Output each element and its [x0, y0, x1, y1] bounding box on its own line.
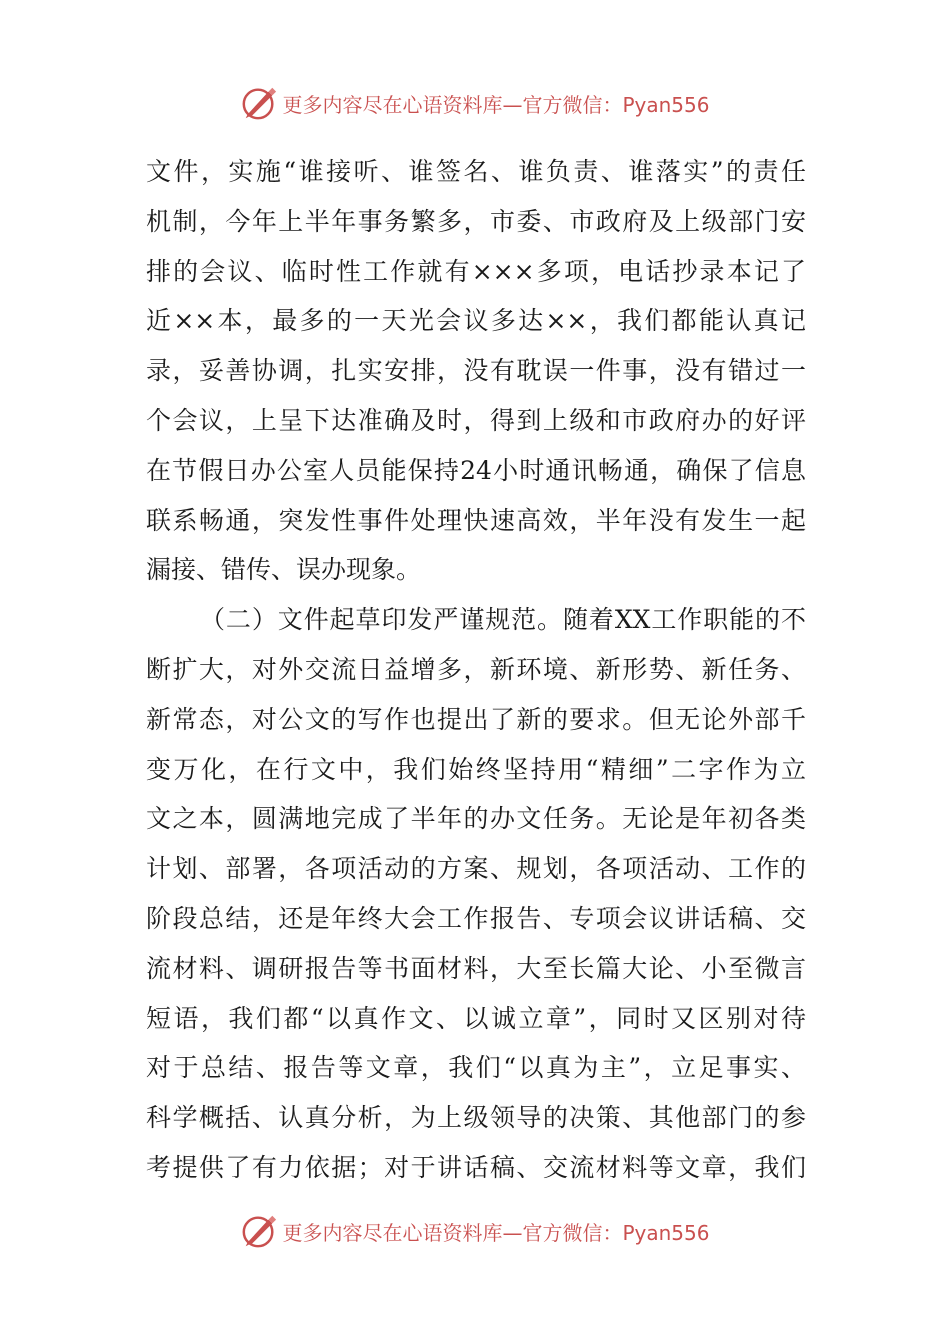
- text-line: 科学概括、认真分析，为上级领导的决策、其他部门的参: [146, 1103, 806, 1133]
- pen-logo-icon: [240, 84, 278, 122]
- text-line: 近××本，最多的一天光会议多达××，我们都能认真记: [146, 306, 806, 336]
- text-line: 阶段总结，还是年终大会工作报告、专项会议讲话稿、交: [146, 903, 806, 933]
- text-line: 录，妥善协调，扎实安排，没有耽误一件事，没有错过一: [146, 356, 806, 386]
- text-line: 排的会议、临时性工作就有×××多项，电话抄录本记了: [146, 256, 806, 286]
- pen-logo-icon: [240, 1212, 278, 1250]
- footer-site-name: 更多内容尽在心语资料库: [282, 1220, 503, 1245]
- header-contact: —官方微信：Pyan556: [502, 92, 710, 117]
- text-line: 断扩大，对外交流日益增多，新环境、新形势、新任务、: [146, 654, 806, 684]
- text-line: 流材料、调研报告等书面材料，大至长篇大论、小至微言: [146, 953, 806, 983]
- text-line: 考提供了有力依据；对于讲话稿、交流材料等文章，我们: [146, 1152, 806, 1182]
- text-line: 文件，实施“谁接听、谁签名、谁负责、谁落实”的责任: [146, 157, 806, 186]
- text-line: 计划、部署，各项活动的方案、规划，各项活动、工作的: [146, 854, 806, 884]
- text-line: 联系畅通，突发性事件处理快速高效，半年没有发生一起: [146, 505, 806, 535]
- text-line: 文之本，圆满地完成了半年的办文任务。无论是年初各类: [146, 804, 806, 834]
- header-watermark: [0, 81, 950, 125]
- footer-watermark: [0, 1209, 950, 1253]
- footer-contact: —官方微信：Pyan556: [502, 1220, 710, 1245]
- text-line: 机制，今年上半年事务繁多，市委、市政府及上级部门安: [146, 206, 806, 236]
- text-line: 漏接、错传、误办现象。: [146, 555, 422, 585]
- text-line: 短语，我们都“以真作文、以诚立章”，同时又区别对待: [146, 1003, 806, 1033]
- header-site-name: 更多内容尽在心语资料库: [282, 92, 503, 117]
- section-heading-line: （二）文件起草印发严谨规范。随着XX工作职能的不: [200, 605, 806, 635]
- text-line: 变万化，在行文中，我们始终坚持用“精细”二字作为立: [146, 754, 806, 784]
- text-line: 个会议，上呈下达准确及时，得到上级和市政府办的好评: [146, 405, 806, 435]
- text-line: 新常态，对公文的写作也提出了新的要求。但无论外部千: [146, 704, 806, 734]
- document-body: [146, 147, 806, 1193]
- text-line: 对于总结、报告等文章，我们“以真为主”，立足事实、: [146, 1053, 806, 1083]
- text-line: 在节假日办公室人员能保持24小时通讯畅通，确保了信息: [146, 455, 806, 485]
